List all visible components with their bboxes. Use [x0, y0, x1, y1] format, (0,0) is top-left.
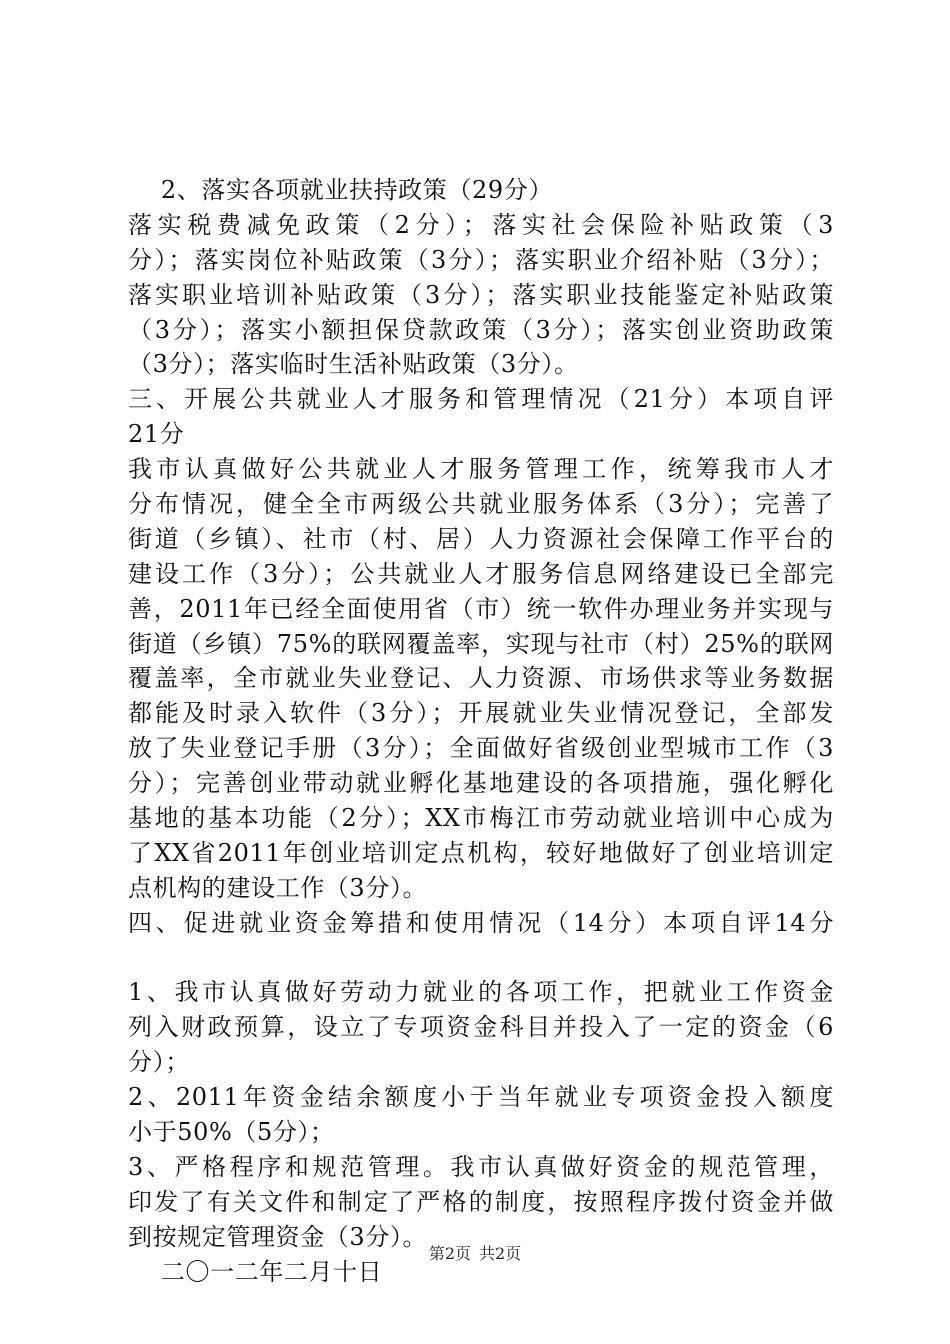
document-body [128, 173, 834, 1290]
body-line: 都能及时录入软件（3分）；开展就业失业情况登记，全部发 [128, 699, 834, 728]
body-line: 分）；完善创业带动就业孵化基地建设的各项措施，强化孵化 [128, 769, 834, 798]
body-line: 了XX省2011年创业培训定点机构，较好地做好了创业培训定 [128, 838, 834, 867]
section-heading-3: 三、开展公共就业人才服务和管理情况（21分）本项自评 [128, 385, 834, 414]
body-line: 落实税费减免政策（2分）；落实社会保险补贴政策（3 [128, 210, 834, 239]
page-number: 第2页 [428, 1244, 471, 1263]
body-line: 列入财政预算，设立了专项资金科目并投入了一定的资金（6 [128, 1013, 834, 1042]
body-line: 放了失业登记手册（3分）；全面做好省级创业型城市工作（3 [128, 734, 834, 763]
body-line: 1、我市认真做好劳动力就业的各项工作，把就业工作资金 [128, 978, 834, 1007]
body-line: 点机构的建设工作（3分）。 [128, 873, 428, 902]
body-line: 分）； [128, 1048, 190, 1077]
body-line: 2、2011年资金结余额度小于当年就业专项资金投入额度 [128, 1083, 834, 1112]
body-line: 落实职业培训补贴政策（3分）；落实职业技能鉴定补贴政策 [128, 280, 834, 309]
body-line: 我市认真做好公共就业人才服务管理工作，统筹我市人才 [128, 455, 834, 484]
body-line: 街道（乡镇）75%的联网覆盖率，实现与社市（村）25%的联网 [128, 629, 834, 658]
section-heading-2: 2、落实各项就业扶持政策（29分） [128, 176, 553, 204]
body-line: 分布情况，健全全市两级公共就业服务体系（3分）；完善了 [128, 490, 834, 519]
page-total: 共2页 [479, 1244, 522, 1263]
body-line: 3、严格程序和规范管理。我市认真做好资金的规范管理， [128, 1152, 834, 1181]
page-footer [0, 1244, 950, 1264]
body-line: （3分）；落实小额担保贷款政策（3分）；落实创业资助政策 [128, 315, 834, 344]
body-line: 覆盖率，全市就业失业登记、人力资源、市场供求等业务数据 [128, 664, 834, 693]
body-line: 基地的基本功能（2分）；XX市梅江市劳动就业培训中心成为 [128, 804, 834, 833]
section-heading-3-score: 21分 [128, 420, 185, 449]
body-line: 街道（乡镇）、社市（村、居）人力资源社会保障工作平台的 [128, 524, 834, 553]
blank-line [128, 941, 834, 976]
body-line: 小于50%（5分）； [128, 1118, 335, 1147]
body-line: （3分）；落实临时生活补贴政策（3分）。 [128, 350, 579, 379]
body-line: 分）；落实岗位补贴政策（3分）；落实职业介绍补贴（3分）； [128, 245, 834, 274]
document-date: 二〇一二年二月十日 [128, 1257, 383, 1286]
body-line: 印发了有关文件和制定了严格的制度，按照程序拨付资金并做 [128, 1187, 834, 1216]
body-line: 建设工作（3分）；公共就业人才服务信息网络建设已全部完 [128, 559, 834, 588]
body-line: 到按规定管理资金（3分）。 [128, 1222, 428, 1251]
body-line: 善，2011年已经全面使用省（市）统一软件办理业务并实现与 [128, 594, 834, 623]
section-heading-4: 四、促进就业资金筹措和使用情况（14分）本项自评14分 [128, 908, 834, 937]
